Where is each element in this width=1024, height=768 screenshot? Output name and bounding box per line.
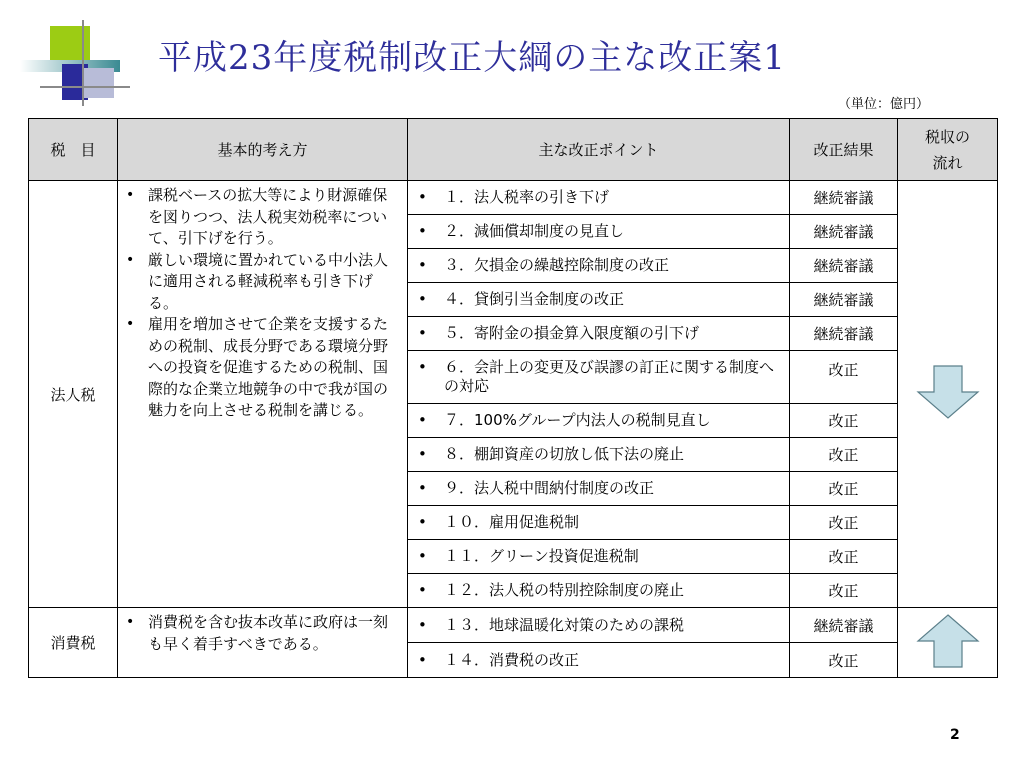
header-result: 改正結果 bbox=[790, 119, 898, 181]
reform-result: 継続審議 bbox=[790, 181, 898, 215]
tax-category: 法人税 bbox=[29, 181, 118, 608]
reform-point bbox=[408, 472, 790, 506]
reform-result: 改正 bbox=[790, 351, 898, 404]
reform-point bbox=[408, 643, 790, 678]
tax-category: 消費税 bbox=[29, 608, 118, 678]
reform-point-text: ３．欠損金の繰越控除制度の改正 bbox=[444, 256, 670, 274]
reform-point-text: ９．法人税中間納付制度の改正 bbox=[444, 479, 655, 497]
reform-result: 継続審議 bbox=[790, 249, 898, 283]
reform-result: 改正 bbox=[790, 574, 898, 608]
reform-point-text: ２．減価償却制度の見直し bbox=[444, 222, 625, 240]
header-flow bbox=[898, 119, 998, 181]
bullet-icon: • bbox=[418, 479, 427, 497]
up-arrow-icon bbox=[916, 613, 980, 669]
bullet-icon: • bbox=[418, 445, 427, 463]
reform-point bbox=[408, 283, 790, 317]
reform-point bbox=[408, 404, 790, 438]
reform-point bbox=[408, 438, 790, 472]
bullet-icon: • bbox=[418, 650, 427, 669]
table-header-row bbox=[29, 119, 998, 181]
bullet-icon: • bbox=[418, 411, 427, 429]
revenue-flow bbox=[898, 181, 998, 608]
reform-point-text: ７．100%グループ内法人の税制見直し bbox=[444, 411, 711, 429]
bullet-icon: • bbox=[418, 324, 427, 342]
revenue-flow bbox=[898, 608, 998, 678]
down-arrow-icon bbox=[916, 364, 980, 420]
header-tax: 税 目 bbox=[29, 119, 118, 181]
reform-point bbox=[408, 249, 790, 283]
reform-point-text: １０．雇用促進税制 bbox=[444, 513, 580, 531]
bullet-icon: • bbox=[418, 358, 427, 376]
page-number: 2 bbox=[950, 727, 960, 743]
reform-point bbox=[408, 540, 790, 574]
approach-item: • 消費税を含む抜本改革に政府は一刻も早く着手すべきである。 bbox=[148, 612, 401, 655]
bullet-icon: • bbox=[418, 256, 427, 274]
reform-point bbox=[408, 351, 790, 404]
reform-point-text: ５．寄附金の損金算入限度額の引下げ bbox=[444, 324, 700, 342]
table-row bbox=[29, 181, 998, 215]
unit-label: （単位：億円） bbox=[838, 97, 930, 112]
reform-point bbox=[408, 506, 790, 540]
reform-result: 改正 bbox=[790, 506, 898, 540]
reform-result: 継続審議 bbox=[790, 317, 898, 351]
reform-point bbox=[408, 215, 790, 249]
reform-point-text: １１．グリーン投資促進税制 bbox=[444, 547, 639, 565]
reform-point bbox=[408, 608, 790, 643]
bullet-icon: • bbox=[418, 547, 427, 565]
reform-point-text: １４．消費税の改正 bbox=[444, 650, 580, 669]
header-points: 主な改正ポイント bbox=[408, 119, 790, 181]
bullet-icon: • bbox=[418, 290, 427, 308]
basic-approach bbox=[118, 608, 408, 678]
reform-result: 改正 bbox=[790, 472, 898, 506]
reform-point-text: １３．地球温暖化対策のための課税 bbox=[444, 615, 685, 634]
bullet-icon: • bbox=[418, 513, 427, 531]
tax-reform-table bbox=[28, 118, 998, 678]
reform-point bbox=[408, 181, 790, 215]
header-flow-text: 税収の流れ bbox=[924, 127, 970, 172]
reform-point-text: ４．貸倒引当金制度の改正 bbox=[444, 290, 625, 308]
reform-result: 改正 bbox=[790, 438, 898, 472]
reform-point bbox=[408, 317, 790, 351]
reform-result: 改正 bbox=[790, 643, 898, 678]
reform-result: 継続審議 bbox=[790, 608, 898, 643]
approach-item: • 課税ベースの拡大等により財源確保を図りつつ、法人税実効税率について、引下げを行う。 bbox=[148, 185, 401, 250]
table-row bbox=[29, 608, 998, 643]
reform-point-text: １．法人税率の引き下げ bbox=[444, 188, 610, 206]
table-body bbox=[29, 181, 998, 678]
reform-result: 継続審議 bbox=[790, 215, 898, 249]
reform-point bbox=[408, 574, 790, 608]
reform-point-text: ６．会計上の変更及び誤謬の訂正に関する制度への対応 bbox=[444, 358, 775, 395]
reform-result: 改正 bbox=[790, 404, 898, 438]
approach-item: • 厳しい環境に置かれている中小法人に適用される軽減税率も引き下げる。 bbox=[148, 250, 401, 315]
bullet-icon: • bbox=[418, 615, 427, 634]
bullet-icon: • bbox=[418, 581, 427, 599]
logo-decoration bbox=[0, 0, 140, 110]
reform-point-text: ８．棚卸資産の切放し低下法の廃止 bbox=[444, 445, 685, 463]
basic-approach bbox=[118, 181, 408, 608]
header-approach: 基本的考え方 bbox=[118, 119, 408, 181]
reform-point-text: １２．法人税の特別控除制度の廃止 bbox=[444, 581, 685, 599]
reform-result: 改正 bbox=[790, 540, 898, 574]
bullet-icon: • bbox=[418, 188, 427, 206]
reform-result: 継続審議 bbox=[790, 283, 898, 317]
slide-title: 平成23年度税制改正大綱の主な改正案1 bbox=[158, 38, 786, 78]
approach-item: • 雇用を増加させて企業を支援するための税制、成長分野である環境分野への投資を促進するための税制、国際的な企業立地競争の中で我が国の魅力を向上させる税制を講じる。 bbox=[148, 314, 401, 422]
bullet-icon: • bbox=[418, 222, 427, 240]
